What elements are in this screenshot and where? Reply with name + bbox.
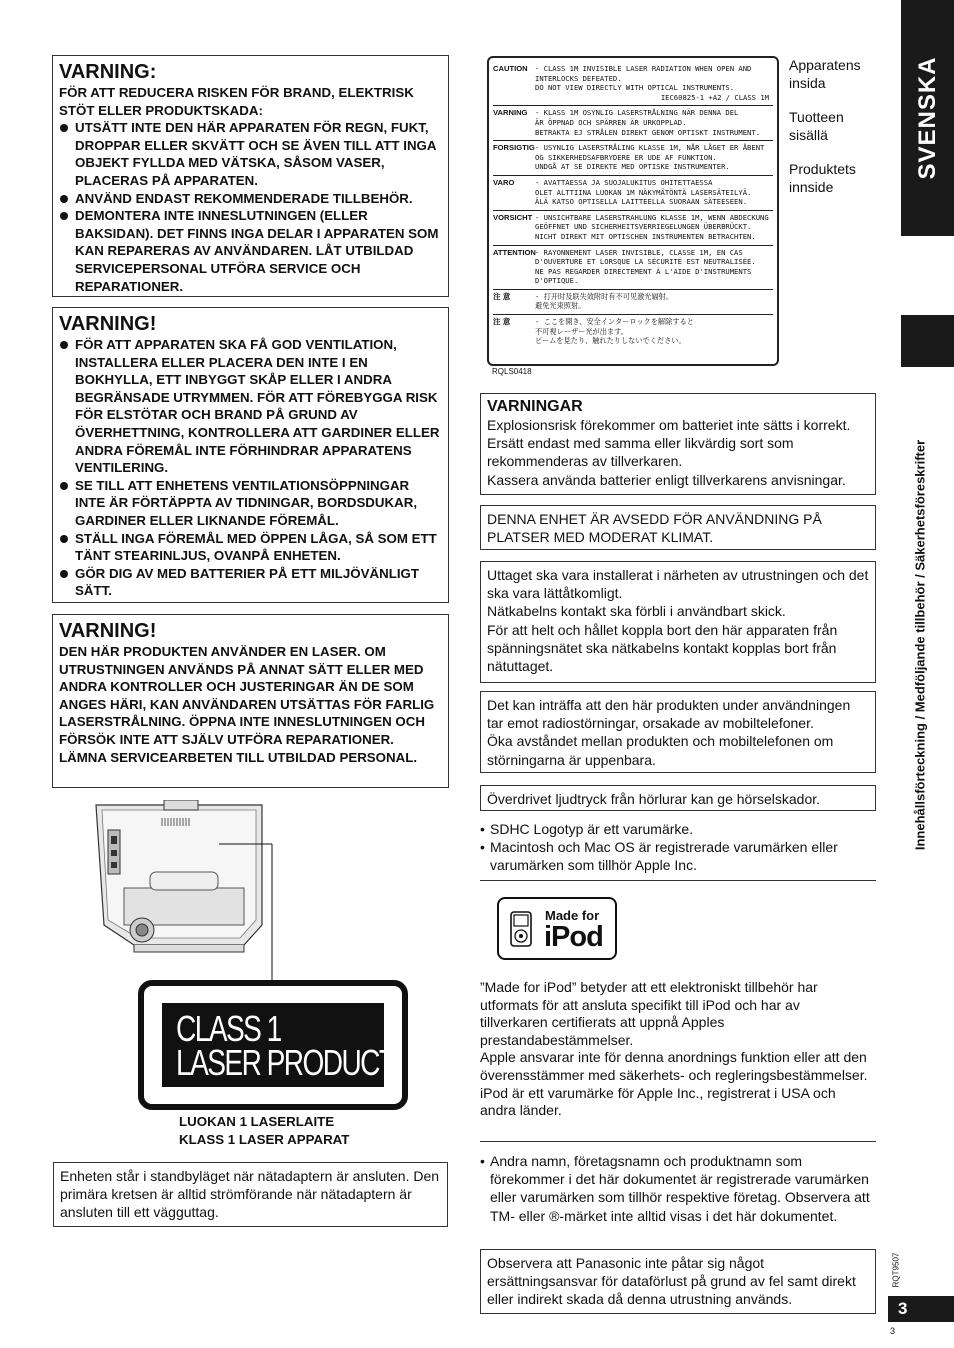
page-number-box	[888, 1296, 954, 1322]
panasonic-disclaimer-box	[480, 1249, 876, 1314]
trademark-list	[480, 820, 876, 875]
language-label: SVENSKA	[913, 56, 941, 180]
note-text: Produktets innside	[789, 161, 856, 195]
warning-title: VARNING:	[59, 61, 157, 83]
device-rear-illustration	[94, 800, 284, 985]
doc-code-text: RQT9507	[891, 1252, 901, 1288]
label-part-code: RQLS0418	[492, 367, 532, 376]
logo-ipod: iPod	[544, 921, 603, 953]
ipod-paragraph	[480, 979, 870, 1120]
label-row	[493, 315, 773, 349]
headphone-text: Överdrivet ljudtryck från hörlurar kan ge hörselskador.	[487, 791, 821, 807]
varningar-line: Explosionsrisk förekommer om batteriet inte sätts i korrekt.	[487, 417, 851, 433]
label-key: 注 意	[493, 291, 511, 301]
label-text: - USYNLIG LASERSTRÅLING KLASSE 1M, NÅR LÅGET ER ÅBENT OG SIKKERHEDSAFBRYDERE ER UDE AF FUNKTION. UNDGÅ AT SE DIREKTE MED OPTISKE INSTRUMENTER.	[535, 143, 765, 172]
caption-line: LUOKAN 1 LASERLAITE	[179, 1114, 335, 1129]
label-key: ATTENTION	[493, 247, 536, 257]
panasonic-text: Observera att Panasonic inte påtar sig något ersättningsansvar för dataförlust på grund av fel samt direkt eller indirekt skada då denna utrustning används.	[487, 1255, 856, 1308]
label-row	[493, 246, 773, 290]
list-item: STÄLL INGA FÖREMÅL MED ÖPPEN LÅGA, SÅ SOM ETT TÄNT STEARINLJUS, OVANPÅ ENHETEN.	[59, 530, 442, 565]
ipod-device-icon	[510, 911, 532, 947]
laser-caption	[179, 1113, 349, 1149]
label-text: - CLASS 1M INVISIBLE LASER RADIATION WHEN OPEN AND INTERLOCKS DEFEATED. DO NOT VIEW DIRECTLY WITH OPTICAL INSTRUMENTS.	[535, 64, 752, 93]
standby-text: Enheten står i standbyläget när nätadaptern är ansluten. Den primära kretsen är alltid strömförande när nätadaptern är ansluten till ett vägguttag.	[60, 1168, 440, 1221]
made-for-ipod-logo	[497, 897, 617, 960]
label-text: - 打开时及联失效附时有不可见激光辐射。 避免光束照射。	[535, 291, 674, 311]
ipod-para-line: ”Made for iPod” betyder att ett elektroniskt tillbehör har utformats för att ansluta specifikt till iPod och har av tillverkaren certifierats att uppnå Apples prestandabestämmelser.	[480, 979, 818, 1048]
list-item: • Macintosh och Mac OS är registrerade varumärken eller varumärken som tillhör Apple Inc.	[480, 838, 876, 874]
climate-box	[480, 505, 876, 550]
label-text: - RAYONNEMENT LASER INVISIBLE, CLASSE 1M, EN CAS D'OUVERTURE ET LORSQUE LA SÉCURITÉ EST NEUTRALISÉE. NE PAS REGARDER DIRECTEMENT À L'AIDE D'INSTRUMENTS D'OPTIQUE.	[535, 247, 756, 286]
warning-intro: FÖR ATT REDUCERA RISKEN FÖR BRAND, ELEKTRISK STÖT ELLER PRODUKTSKADA:	[59, 85, 414, 118]
other-names-list	[480, 1152, 872, 1225]
label-key: VORSICHT	[493, 212, 533, 222]
ipod-para-line: Apple ansvarar inte för denna anordnings funktion eller att den överensstämmer med säkerhets- och regleringsbestämmelser.	[480, 1049, 868, 1083]
warning-title: VARNING!	[59, 313, 157, 335]
section-marker	[901, 315, 954, 367]
list-item: UTSÄTT INTE DEN HÄR APPARATEN FÖR REGN, FUKT, DROPPAR ELLER SKVÄTT OCH SE ÄVEN TILL ATT INGA OBJEKT FYLLDA MED VÄTSKA, SÅSOM VASER, PLACERAS PÅ APPARATEN.	[59, 119, 442, 189]
label-text: - AVATTAESSA JA SUOJALUKITUS OHITETTAESSA OLET ALTTIINA LUOKAN 1M NÄKYMÄTÖNTÄ LASERSÄTEILYÄ. ÄLÄ KATSO OPTISELLA LAITTEELLA SUORAAN SÄTEESEEN.	[535, 177, 752, 207]
label-row	[493, 106, 773, 141]
note-text: Apparatens insida	[789, 57, 861, 91]
label-key: FORSIGTIG	[493, 143, 535, 153]
note-text: Tuotteen sisällä	[789, 109, 844, 143]
doc-code	[888, 1250, 904, 1290]
standby-box	[53, 1162, 448, 1227]
warning-box-3	[52, 614, 449, 788]
label-text: - ここを開き、安全インターロックを解除すると 不可視レーザー光が出ます。 ビームを見たり、触れたりしないでください。	[535, 317, 694, 346]
label-row	[493, 141, 773, 176]
ipod-para-line: iPod är ett varumärke för Apple Inc., registrerat i USA och andra länder.	[480, 1084, 836, 1119]
list-item: • SDHC Logotyp är ett varumärke.	[480, 820, 876, 838]
list-item: GÖR DIG AV MED BATTERIER PÅ ETT MILJÖVÄNLIGT SÄTT.	[59, 565, 442, 600]
label-text: - UNSICHTBARE LASERSTRAHLUNG KLASSE 1M, WENN ABDECKUNG GEÖFFNET UND SICHERHEITSVERRIEGELUNGEN ÜBERBRÜCKT. NICHT DIREKT MIT OPTISCHEN INSTRUMENTEN BETRACHTEN.	[535, 212, 769, 241]
label-key: CAUTION	[493, 64, 528, 73]
label-row	[493, 211, 773, 246]
varningar-title: VARNINGAR	[487, 398, 583, 415]
divider	[480, 1141, 876, 1142]
radio-line: Öka avståndet mellan produkten och mobiltelefonen om störningarna är uppenbara.	[487, 733, 834, 768]
varningar-box	[480, 393, 876, 495]
list-item: SE TILL ATT ENHETENS VENTILATIONSÖPPNINGAR INTE ÄR FÖRTÄPPTA AV TIDNINGAR, BORDSDUKAR, GARDINER ELLER LIKNANDE FÖREMÅL.	[59, 477, 442, 530]
warning-title: VARNING!	[59, 620, 157, 642]
label-row	[493, 290, 773, 315]
label-key: VARO	[493, 177, 515, 187]
outlet-line: För att helt och hållet koppla bort den här apparaten från spänningsnätet ska nätkabelns kontakt kopplas bort från nätuttaget.	[487, 621, 838, 675]
label-code: IEC60825-1 +A2 / CLASS 1M	[660, 92, 769, 102]
warning-list	[59, 336, 442, 600]
outlet-box	[480, 561, 876, 683]
section-title	[910, 380, 930, 910]
outlet-line: Nätkabelns kontakt ska förbli i användbart skick.	[487, 603, 786, 620]
list-item: DEMONTERA INTE INNESLUTNINGEN (ELLER BAKSIDAN). DET FINNS INGA DELAR I APPARATEN SOM KAN REPARERAS AV ANVÄNDAREN. LÅT UTBILDAD SERVICEPERSONAL UTFÖRA SERVICE OCH REPARATIONER.	[59, 207, 442, 295]
list-item: • Andra namn, företagsnamn och produktnamn som förekommer i det här dokumentet är registrerade varumärken eller varumärken som tillhör respektive företag. Observera att TM- eller ®-märket inte alltid visas i det här dokumentet.	[480, 1152, 872, 1225]
warning-box-2	[52, 307, 449, 603]
label-row	[493, 62, 773, 106]
section-title-text: Innehållsförteckning / Medföljande tillbehör / Säkerhetsföreskrifter	[912, 439, 928, 851]
warning-box-1	[52, 55, 449, 297]
radio-line: Det kan inträffa att den här produkten under användningen tar emot radiostörningar, orsakade av mobiltelefoner.	[487, 697, 851, 732]
list-item: ANVÄND ENDAST REKOMMENDERADE TILLBEHÖR.	[59, 190, 442, 208]
class1-line-2: LASER PRODUCT	[176, 1042, 395, 1083]
caption-line: KLASS 1 LASER APPARAT	[179, 1132, 350, 1147]
outlet-line: Uttaget ska vara installerat i närheten av utrustningen och det ska vara lättåtkomligt.	[487, 567, 869, 602]
logo-made-for: Made for	[545, 908, 600, 923]
divider	[480, 880, 876, 881]
laser-warning-label	[487, 56, 779, 366]
list-item: FÖR ATT APPARATEN SKA FÅ GOD VENTILATION, INSTALLERA ELLER PLACERA DEN INTE I EN BOKHYLLA, ETT INBYGGT SKÅP ELLER I ANDRA BEGRÄNSADE UTRYMMEN. FÖR ATT FÖREBYGGA RISK FÖR ELSTÖTAR OCH BRAND PÅ GRUND AV ÖVERHETTNING, KONTROLLERA ATT GARDINER ELLER ANDRA FÖREMÅL INTE FÖRHINDRAR APPARATENS VENTILERING.	[59, 336, 442, 477]
radio-interference-box	[480, 691, 876, 773]
warning-text: DEN HÄR PRODUKTEN ANVÄNDER EN LASER. OM UTRUSTNINGEN ANVÄNDS PÅ ANNAT SÄTT ELLER MED ANDRA KONTROLLER OCH JUSTERINGAR ÄN DE SOM ANGES HÄRI, KAN ANVÄNDAREN UTSÄTTAS FÖR FARLIG LASERSTRÅLNING. ÖPPNA INTE INNESLUTNINGEN OCH FÖRSÖK INTE ATT SJÄLV UTFÖRA REPARATIONER. LÄMNA SERVICEARBETEN TILL UTBILDAD PERSONAL.	[59, 644, 435, 765]
page-number: 3	[898, 1299, 908, 1318]
class1-laser-label	[138, 980, 408, 1110]
language-tab	[901, 0, 954, 236]
label-key: 注 意	[493, 317, 511, 327]
climate-text: DENNA ENHET ÄR AVSEDD FÖR ANVÄNDNING PÅ PLATSER MED MODERAT KLIMAT.	[487, 511, 822, 546]
page-number-small: 3	[890, 1326, 896, 1336]
label-text: - KLASS 1M OSYNLIG LASERSTRÅLNING NÄR DENNA DEL ÄR ÖPPNAD OCH SPÄRREN ÄR URKOPPLAD. BETRAKTA EJ STRÅLEN DIREKT GENOM OPTISKT INSTRUMENT.	[535, 108, 761, 137]
class1-line-1: CLASS 1	[176, 1008, 281, 1049]
label-row	[493, 176, 773, 211]
varningar-line: Ersätt endast med samma eller likvärdig sort som rekommenderas av tillverkaren.	[487, 435, 794, 470]
label-location-notes	[789, 56, 879, 212]
headphone-box	[480, 785, 876, 811]
label-key: VARNING	[493, 108, 528, 118]
varningar-line: Kassera använda batterier enligt tillverkarens anvisningar.	[487, 471, 846, 488]
warning-list	[59, 119, 442, 295]
